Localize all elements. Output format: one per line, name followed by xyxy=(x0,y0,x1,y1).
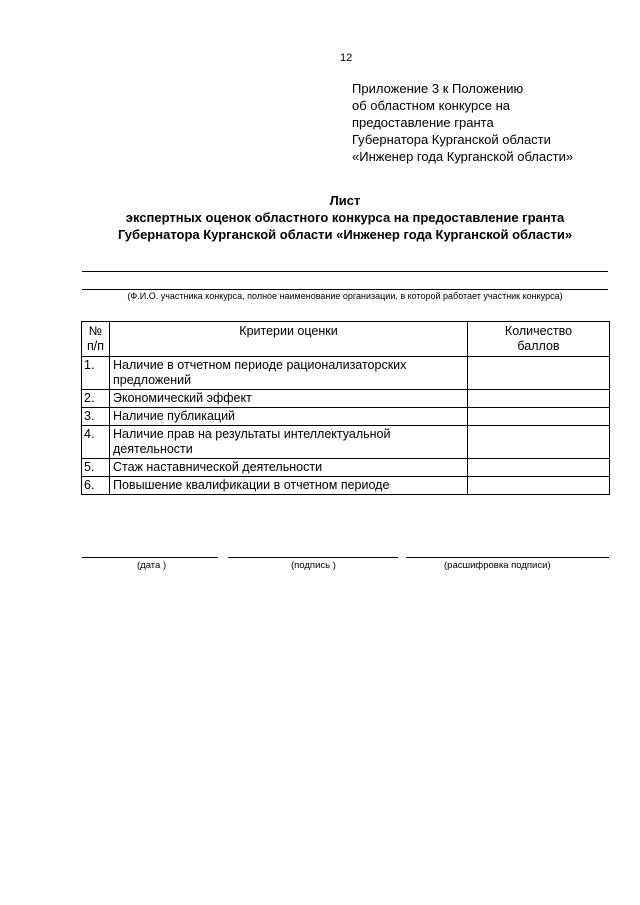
row-score-cell[interactable] xyxy=(468,357,610,390)
participant-fill-line xyxy=(82,289,608,290)
page-number: 12 xyxy=(340,52,353,64)
row-number: 1. xyxy=(82,357,110,390)
table-row xyxy=(82,390,610,408)
row-criterion: Повышение квалификации в отчетном периоде xyxy=(110,477,468,495)
table-row xyxy=(82,408,610,426)
row-criterion: Наличие в отчетном периоде рационализаторских предложений xyxy=(110,357,468,390)
name-signature-line xyxy=(406,557,609,558)
appendix-line: об областном конкурсе на xyxy=(352,98,511,113)
criteria-table xyxy=(81,321,610,495)
row-criterion: Экономический эффект xyxy=(110,390,468,408)
row-score-cell[interactable] xyxy=(468,390,610,408)
title-line: Лист xyxy=(329,193,361,208)
participant-fill-line xyxy=(82,271,608,272)
row-criterion: Наличие прав на результаты интеллектуальной деятельности xyxy=(110,426,468,459)
signature-caption: (подпись ) xyxy=(291,560,336,571)
date-signature-line xyxy=(82,557,218,558)
row-criterion: Наличие публикаций xyxy=(110,408,468,426)
table-row xyxy=(82,477,610,495)
header-number xyxy=(82,322,110,357)
header-criteria: Критерии оценки xyxy=(110,322,468,357)
row-score-cell[interactable] xyxy=(468,426,610,459)
appendix-reference xyxy=(352,80,622,165)
appendix-line: Губернатора Курганской области xyxy=(352,132,551,147)
table-row xyxy=(82,426,610,459)
row-number: 2. xyxy=(82,390,110,408)
appendix-line: предоставление гранта xyxy=(352,115,494,130)
signature-line xyxy=(228,557,398,558)
header-score-line: Количество xyxy=(504,324,573,338)
header-number-line: № xyxy=(88,324,103,338)
header-number-line: п/п xyxy=(86,339,104,353)
row-score-cell[interactable] xyxy=(468,459,610,477)
document-title xyxy=(80,192,610,243)
appendix-line: Приложение 3 к Положению xyxy=(352,81,524,96)
header-score-line: баллов xyxy=(517,339,560,353)
row-number: 6. xyxy=(82,477,110,495)
title-line: Губернатора Курганской области «Инженер года Курганской области» xyxy=(117,227,573,242)
title-line: экспертных оценок областного конкурса на предоставление гранта xyxy=(125,210,565,225)
row-score-cell[interactable] xyxy=(468,477,610,495)
row-criterion: Стаж наставнической деятельности xyxy=(110,459,468,477)
participant-caption: (Ф.И.О. участника конкурса, полное наименование организации, в которой работает участник конкурса) xyxy=(127,291,563,301)
row-number: 5. xyxy=(82,459,110,477)
row-number: 3. xyxy=(82,408,110,426)
table-row xyxy=(82,459,610,477)
row-number: 4. xyxy=(82,426,110,459)
appendix-line: «Инженер года Курганской области» xyxy=(352,149,574,164)
name-caption: (расшифровка подписи) xyxy=(444,560,551,571)
header-score xyxy=(468,322,610,357)
table-header-row xyxy=(82,322,610,357)
table-row xyxy=(82,357,610,390)
date-caption: (дата ) xyxy=(137,560,167,571)
row-score-cell[interactable] xyxy=(468,408,610,426)
